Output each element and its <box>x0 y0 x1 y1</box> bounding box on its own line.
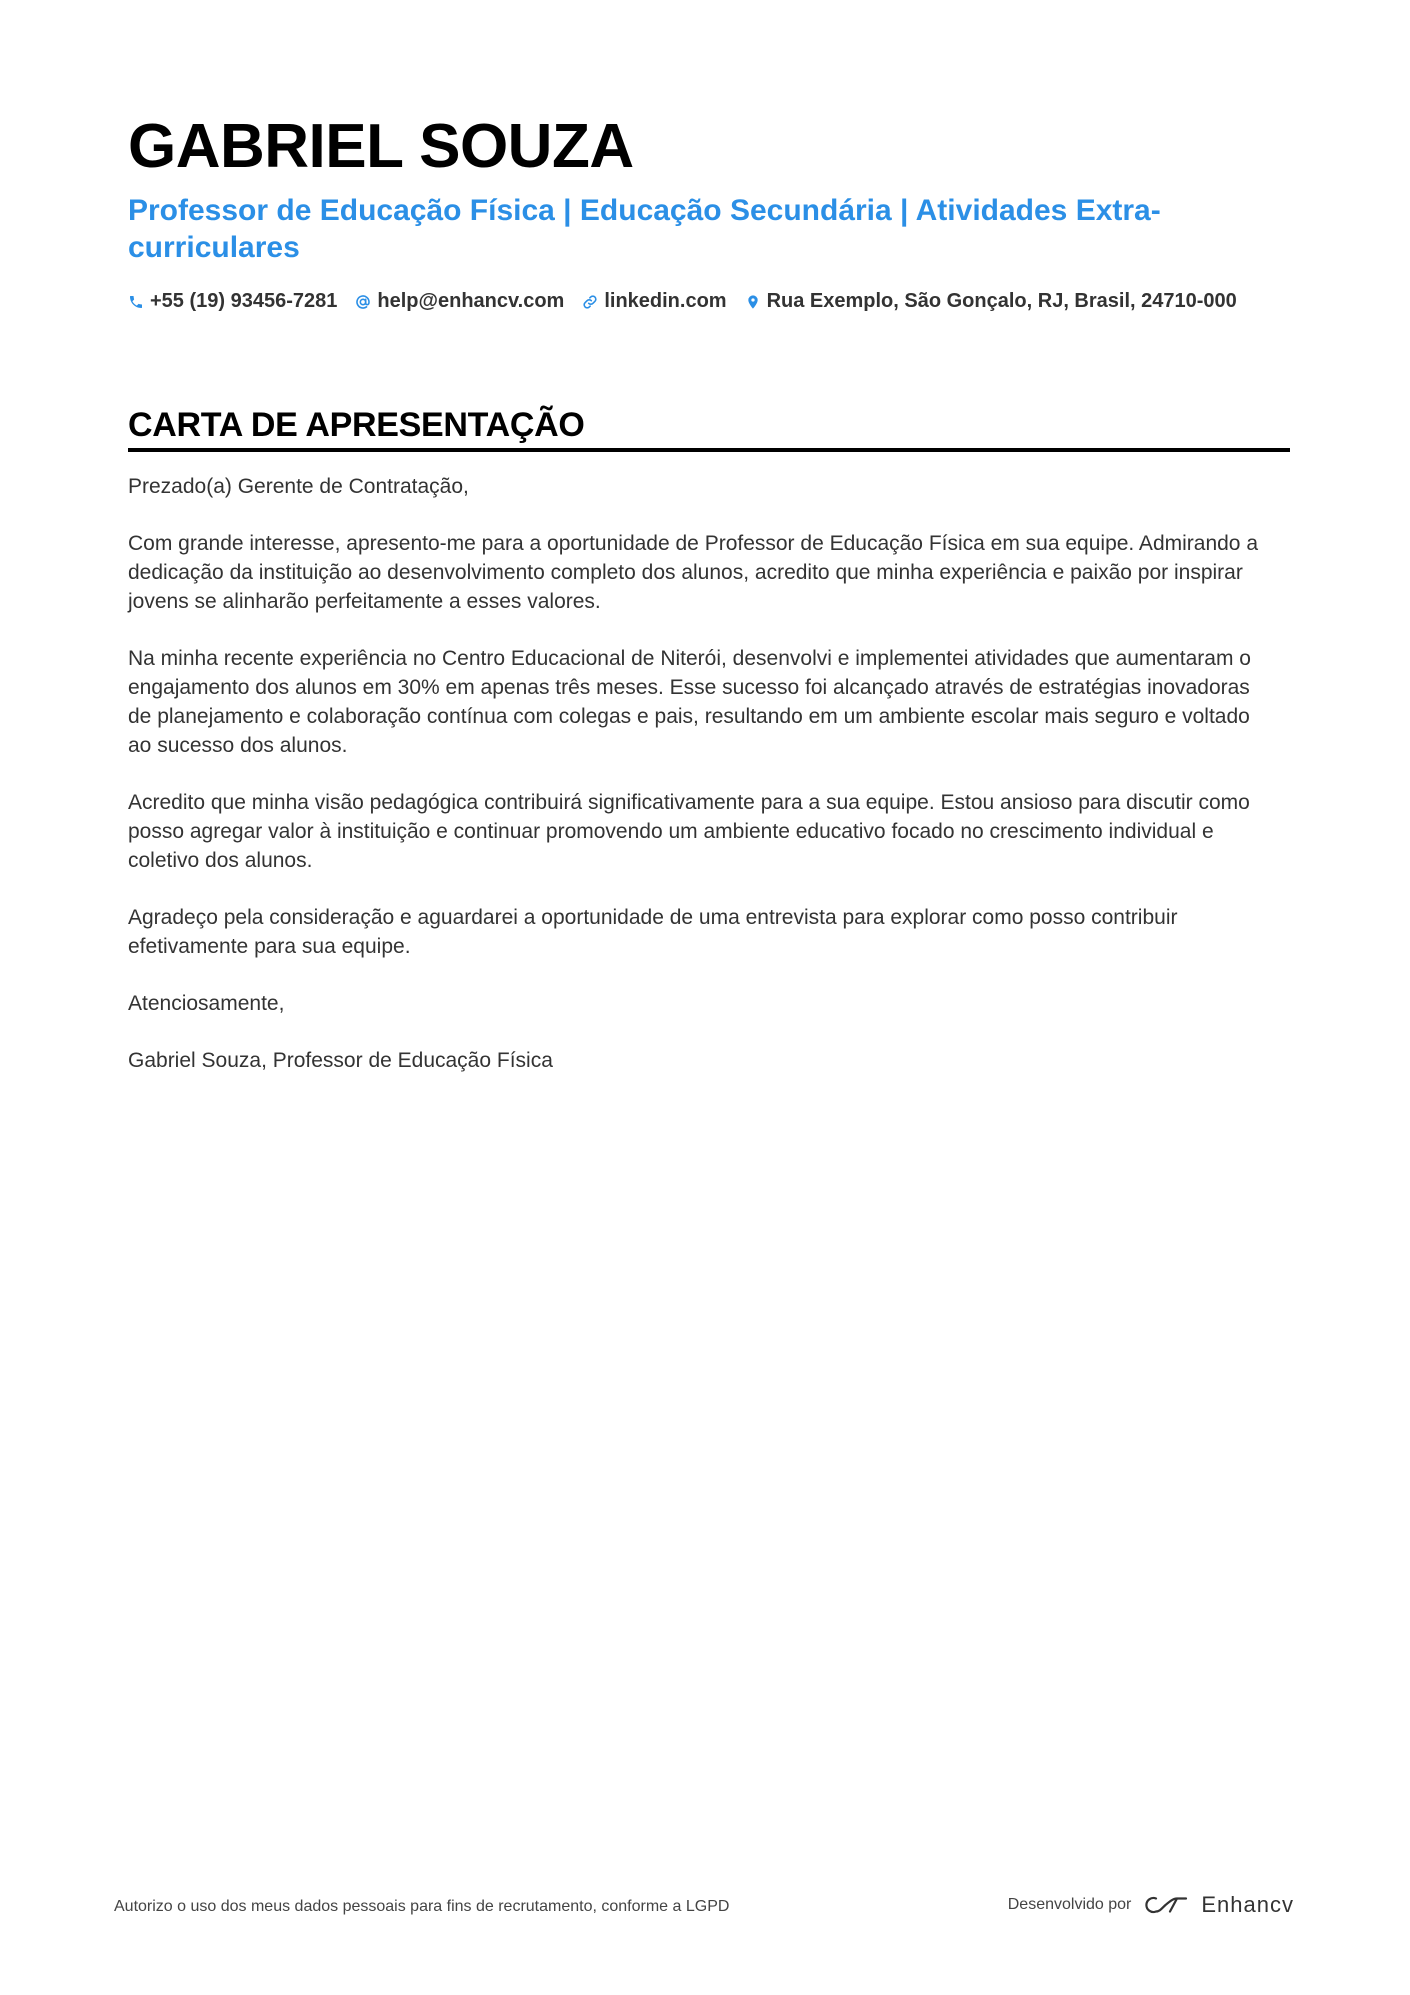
contact-phone <box>128 290 337 313</box>
contact-address <box>745 290 1237 313</box>
candidate-headline: Professor de Educação Física | Educação Secundária | Atividades Extra-curriculares <box>128 194 1161 264</box>
letter-signature: Gabriel Souza, Professor de Educação Física <box>128 1049 553 1072</box>
data-consent-note: Autorizo o uso dos meus dados pessoais para fins de recrutamento, conforme a LGPD <box>114 1898 730 1915</box>
phone-number: +55 (19) 93456-7281 <box>150 290 338 312</box>
enhancv-logo-icon <box>1143 1893 1189 1917</box>
contact-email <box>355 290 564 313</box>
resume-header <box>128 110 1288 313</box>
address-text: Rua Exemplo, São Gonçalo, RJ, Brasil, 24710-000 <box>766 290 1237 312</box>
letter-body <box>128 472 1278 1075</box>
email-address: help@enhancv.com <box>377 290 565 312</box>
section-title: CARTA DE APRESENTAÇÃO <box>128 406 585 444</box>
cover-letter-section <box>128 402 1290 1103</box>
contact-info <box>128 290 1288 313</box>
section-divider <box>128 448 1290 452</box>
letter-closing: Atenciosamente, <box>128 992 285 1015</box>
letter-paragraph: Agradeço pela consideração e aguardarei a oportunidade de uma entrevista para explorar como posso contribuir efetivamente para sua equipe. <box>128 906 1178 958</box>
contact-linkedin <box>582 290 726 313</box>
letter-paragraph: Na minha recente experiência no Centro Educacional de Niterói, desenvolvi e implementei atividades que aumentaram o engajamento dos alunos em 30% em apenas três meses. Esse sucesso foi alcançado através de estratégias inovadoras de planejamento e colaboração contínua com colegas e pais, resultando em um ambiente escolar mais seguro e voltado ao sucesso dos alunos. <box>128 647 1251 757</box>
location-pin-icon <box>745 294 761 310</box>
linkedin-url: linkedin.com <box>604 290 727 312</box>
powered-by-label: Desenvolvido por <box>1007 1896 1132 1913</box>
link-icon <box>582 294 598 310</box>
letter-paragraph: Com grande interesse, apresento-me para a oportunidade de Professor de Educação Física em sua equipe. Admirando a dedicação da instituição ao desenvolvimento completo dos alunos, acredito que minha experiência e paixão por inspirar jovens se alinharão perfeitamente a esses valores. <box>128 532 1259 613</box>
candidate-name: GABRIEL SOUZA <box>128 112 634 181</box>
letter-paragraph: Acredito que minha visão pedagógica contribuirá significativamente para a sua equipe. Estou ansioso para discutir como posso agregar valor à instituição e continuar promovendo um ambiente educativo focado no crescimento individual e coletivo dos alunos. <box>128 791 1250 872</box>
brand-name: Enhancv <box>1201 1892 1294 1917</box>
letter-salutation: Prezado(a) Gerente de Contratação, <box>128 475 469 498</box>
page-footer <box>114 1892 1294 1922</box>
phone-icon <box>128 294 144 310</box>
at-icon <box>355 294 371 310</box>
powered-by[interactable] <box>1008 1892 1294 1918</box>
